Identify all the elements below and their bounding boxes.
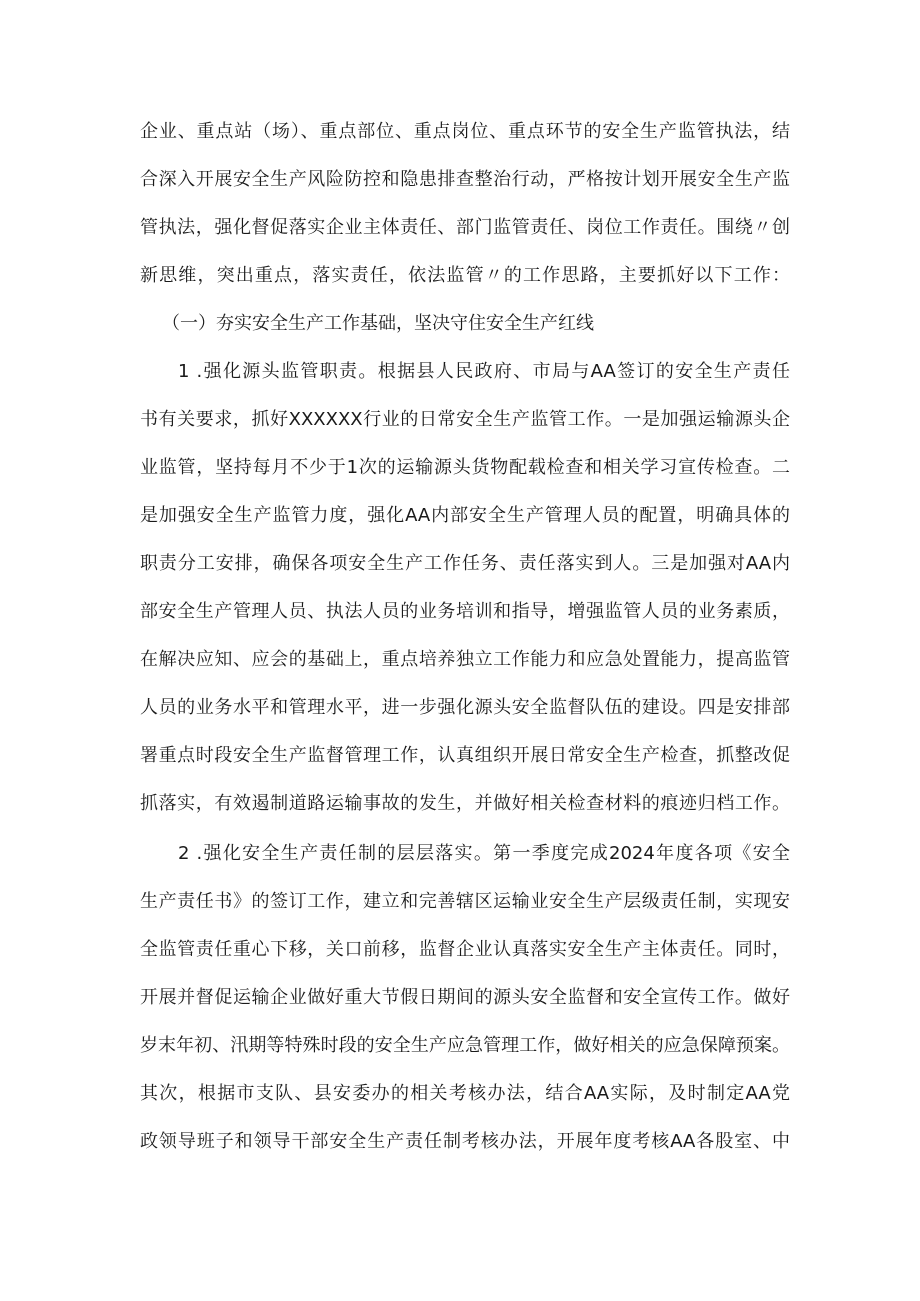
paragraph-line: 新思维，突出重点，落实责任，依法监管〃的工作思路，主要抓好以下工作： [140,265,790,286]
paragraph-line: 书有关要求，抓好XXXXXX行业的日常安全生产监管工作。一是加强运输源头企 [140,409,790,430]
paragraph-line: 人员的业务水平和管理水平，进一步强化源头安全监督队伍的建设。四是安排部 [140,697,790,718]
paragraph-line: 是加强安全生产监管力度，强化AA内部安全生产管理人员的配置，明确具体的 [140,505,790,526]
paragraph-line: 业监管，坚持每月不少于1次的运输源头货物配载检查和相关学习宣传检查。二 [140,457,790,478]
paragraph-line: 抓落实，有效遏制道路运输事故的发生，并做好相关检查材料的痕迹归档工作。 [140,793,790,814]
paragraph-line: 岁末年初、汛期等特殊时段的安全生产应急管理工作，做好相关的应急保障预案。 [140,1035,790,1056]
paragraph-line: 合深入开展安全生产风险防控和隐患排查整治行动，严格按计划开展安全生产监 [140,169,790,190]
paragraph-line: 署重点时段安全生产监督管理工作，认真组织开展日常安全生产检查，抓整改促 [140,745,790,766]
paragraph-line: 其次，根据市支队、县安委办的相关考核办法，结合AA实际，及时制定AA党 [140,1083,790,1104]
paragraph-line: 2 .强化安全生产责任制的层层落实。第一季度完成2024年度各项《安全 [178,843,790,864]
paragraph-line: 政领导班子和领导干部安全生产责任制考核办法，开展年度考核AA各股室、中 [140,1131,790,1152]
paragraph-line: 开展并督促运输企业做好重大节假日期间的源头安全监督和安全宣传工作。做好 [140,987,790,1008]
paragraph-line: 1 .强化源头监管职责。根据县人民政府、市局与AA签订的安全生产责任 [178,361,790,382]
paragraph-line: 生产责任书》的签订工作，建立和完善辖区运输业安全生产层级责任制，实现安 [140,891,790,912]
section-heading: （一）夯实安全生产工作基础，坚决守住安全生产红线 [162,313,594,334]
paragraph-line: 职责分工安排，确保各项安全生产工作任务、责任落实到人。三是加强对AA内 [140,553,790,574]
paragraph-line: 企业、重点站（场）、重点部位、重点岗位、重点环节的安全生产监管执法，结 [140,121,790,142]
paragraph-line: 在解决应知、应会的基础上，重点培养独立工作能力和应急处置能力，提高监管 [140,649,790,670]
paragraph-line: 部安全生产管理人员、执法人员的业务培训和指导，增强监管人员的业务素质， [140,601,790,622]
paragraph-line: 管执法，强化督促落实企业主体责任、部门监管责任、岗位工作责任。围绕〃创 [140,217,790,238]
paragraph-line: 全监管责任重心下移，关口前移，监督企业认真落实安全生产主体责任。同时， [140,939,790,960]
